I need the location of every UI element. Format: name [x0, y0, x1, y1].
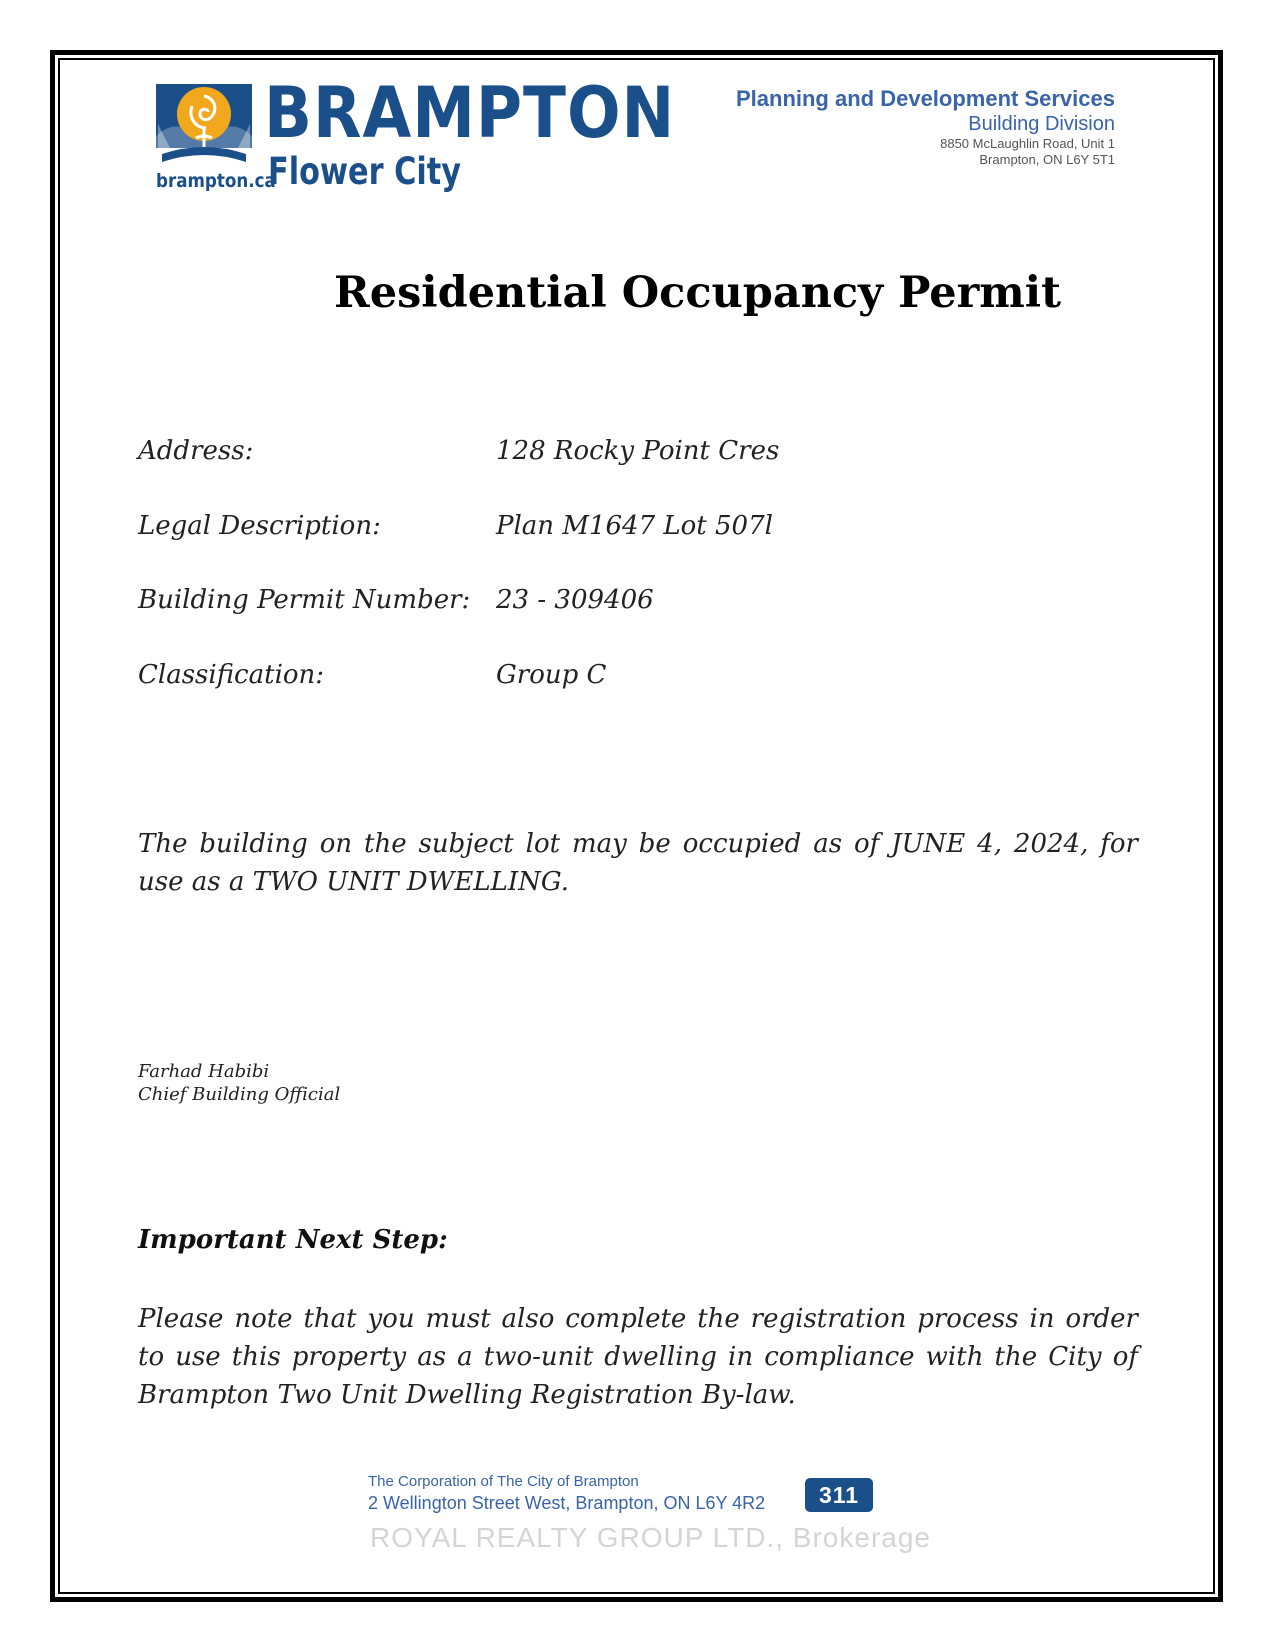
- field-label-classification: Classification:: [138, 660, 325, 690]
- department-block: [736, 86, 1115, 168]
- logo-tagline: Flower City: [268, 150, 462, 193]
- division-name: Building Division: [968, 113, 1115, 135]
- 311-badge-icon: 311: [805, 1478, 873, 1512]
- footer-address: [368, 1472, 765, 1514]
- field-value-permit-number: 23 - 309406: [496, 585, 654, 615]
- field-value-classification: Group C: [496, 660, 607, 690]
- document-title: Residential Occupancy Permit: [334, 268, 1061, 318]
- footer-line2: 2 Wellington Street West, Brampton, ON L6Y 4R2: [368, 1493, 766, 1513]
- field-label-permit-number: Building Permit Number:: [138, 585, 471, 615]
- brampton-logo: [156, 72, 676, 205]
- signatory-name: Farhad Habibi: [138, 1061, 270, 1082]
- flower-emblem-icon: [156, 84, 252, 170]
- occupancy-statement: The building on the subject lot may be occupied as of JUNE 4, 2024, for use as a TWO UNIT DWELLING.: [138, 829, 1138, 897]
- signatory-title: Chief Building Official: [138, 1084, 341, 1105]
- next-step-text: Please note that you must also complete the registration process in order to use this property as a two-unit dwelling in compliance with the City of Brampton Two Unit Dwelling Registration By-law.: [138, 1304, 1138, 1410]
- logo-url: brampton.ca: [156, 170, 276, 192]
- logo-name: BRAMPTON: [264, 72, 676, 154]
- department-name: Planning and Development Services: [735, 86, 1115, 111]
- department-address-line1: 8850 McLaughlin Road, Unit 1: [940, 136, 1115, 151]
- field-label-legal-description: Legal Description:: [138, 511, 381, 541]
- brokerage-watermark: ROYAL REALTY GROUP LTD., Brokerage: [370, 1522, 931, 1553]
- field-value-legal-description: Plan M1647 Lot 507l: [496, 511, 773, 541]
- footer-line1: The Corporation of The City of Brampton: [368, 1473, 639, 1490]
- department-address-line2: Brampton, ON L6Y 5T1: [979, 152, 1115, 167]
- next-step-heading: Important Next Step:: [138, 1225, 448, 1255]
- signature-block: [138, 1060, 340, 1106]
- field-value-address: 128 Rocky Point Cres: [496, 436, 780, 466]
- field-label-address: Address:: [138, 436, 254, 466]
